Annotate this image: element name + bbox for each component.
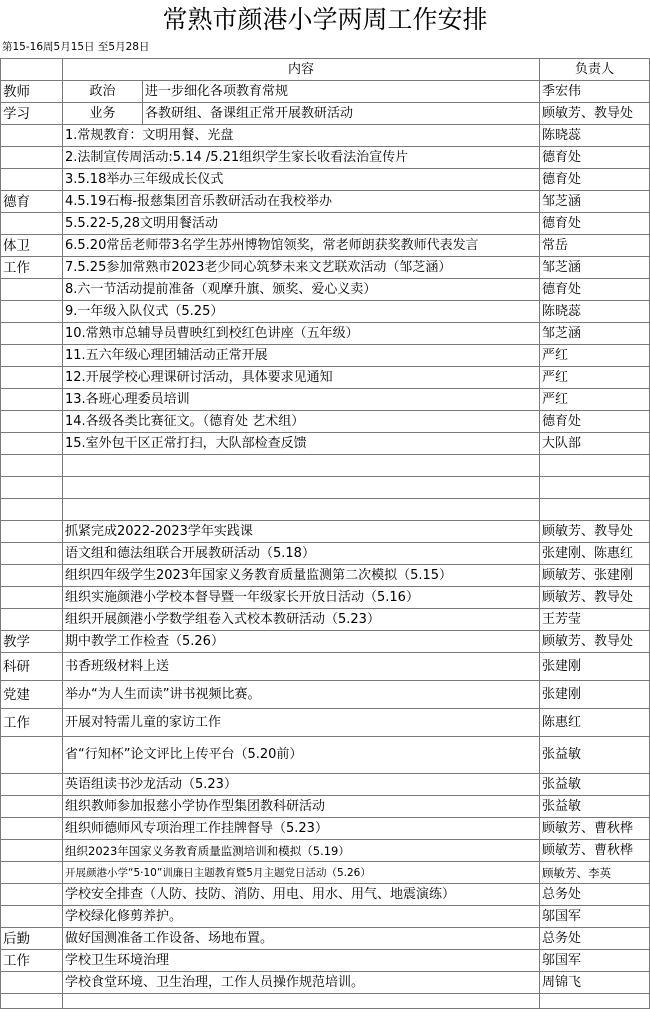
task-content: 组织师德师风专项治理工作挂牌督导（5.23） bbox=[63, 818, 540, 840]
table-row bbox=[1, 950, 650, 972]
header-content: 内容 bbox=[63, 59, 540, 81]
table-row bbox=[1, 345, 650, 367]
task-content: 书香班级材料上送 bbox=[63, 653, 540, 681]
table-row bbox=[1, 125, 650, 147]
table-row bbox=[1, 796, 650, 818]
task-owner: 德育处 bbox=[540, 213, 650, 235]
task-content: 15.室外包干区正常打扫，大队部检查反馈 bbox=[63, 433, 540, 455]
task-content: 组织四年级学生2023年国家义务教育质量监测第二次模拟（5.15） bbox=[63, 565, 540, 587]
task-content: 各教研组、备课组正常开展教研活动 bbox=[143, 103, 540, 125]
task-content: 学校安全排查（人防、技防、消防、用电、用水、用气、地震演练） bbox=[63, 884, 540, 906]
task-owner: 张益敏 bbox=[540, 796, 650, 818]
task-owner: 总务处 bbox=[540, 884, 650, 906]
table-row bbox=[1, 709, 650, 737]
task-content: 开展颜港小学“5·10”训廉日主题教育暨5月主题党日活动（5.26） bbox=[63, 862, 540, 884]
table-row bbox=[1, 840, 650, 862]
task-owner: 王芳莹 bbox=[540, 609, 650, 631]
table-row bbox=[1, 147, 650, 169]
category-label: 工作 bbox=[1, 709, 63, 737]
table-row bbox=[1, 191, 650, 213]
category-label: 后勤 bbox=[1, 928, 63, 950]
category-label: 科研 bbox=[1, 653, 63, 681]
table-row bbox=[1, 389, 650, 411]
task-owner: 周锦飞 bbox=[540, 972, 650, 994]
task-content: 9.一年级入队仪式（5.25） bbox=[63, 301, 540, 323]
task-owner: 德育处 bbox=[540, 169, 650, 191]
task-owner: 季宏伟 bbox=[540, 81, 650, 103]
task-owner: 顾敏芳、教导处 bbox=[540, 631, 650, 653]
task-owner: 邹芝涵 bbox=[540, 323, 650, 345]
task-content: 3.5.18举办三年级成长仪式 bbox=[63, 169, 540, 191]
task-content: 期中教学工作检查（5.26） bbox=[63, 631, 540, 653]
task-owner: 顾敏芳、李英 bbox=[540, 862, 650, 884]
table-row bbox=[1, 257, 650, 279]
task-owner: 常岳 bbox=[540, 235, 650, 257]
task-content: 进一步细化各项教育常规 bbox=[143, 81, 540, 103]
table-row bbox=[1, 521, 650, 543]
table-row bbox=[1, 631, 650, 653]
table-row bbox=[1, 103, 650, 125]
task-owner: 顾敏芳、教导处 bbox=[540, 103, 650, 125]
empty-row bbox=[1, 455, 650, 477]
task-owner: 严红 bbox=[540, 389, 650, 411]
sub-category: 业务 bbox=[63, 103, 143, 125]
table-row bbox=[1, 609, 650, 631]
task-owner: 顾敏芳、曹秋桦 bbox=[540, 840, 650, 862]
table-row bbox=[1, 737, 650, 774]
table-row bbox=[1, 587, 650, 609]
task-content: 做好国测准备工作设备、场地布置。 bbox=[63, 928, 540, 950]
task-owner: 德育处 bbox=[540, 279, 650, 301]
table-row bbox=[1, 411, 650, 433]
task-owner: 陈晓蕊 bbox=[540, 301, 650, 323]
task-owner: 总务处 bbox=[540, 928, 650, 950]
task-content: 7.5.25参加常熟市2023老少同心筑梦未来文艺联欢活动（邹芝涵） bbox=[63, 257, 540, 279]
task-owner: 邹芝涵 bbox=[540, 257, 650, 279]
task-content: 1.常规教育：文明用餐、光盘 bbox=[63, 125, 540, 147]
task-content: 4.5.19石梅-报慈集团音乐教研活动在我校举办 bbox=[63, 191, 540, 213]
task-content: 组织开展颜港小学数学组卷入式校本教研活动（5.23） bbox=[63, 609, 540, 631]
task-content: 8.六一节活动提前准备（观摩升旗、颁奖、爱心义卖） bbox=[63, 279, 540, 301]
task-owner: 陈惠红 bbox=[540, 709, 650, 737]
table-row bbox=[1, 653, 650, 681]
task-owner: 严红 bbox=[540, 345, 650, 367]
table-row bbox=[1, 301, 650, 323]
empty-row bbox=[1, 477, 650, 499]
category-label: 党建 bbox=[1, 681, 63, 709]
task-owner: 德育处 bbox=[540, 147, 650, 169]
category-label: 工作 bbox=[1, 257, 63, 279]
task-content: 举办“为人生而读”讲书视频比赛。 bbox=[63, 681, 540, 709]
task-content: 学校食堂环境、卫生治理，工作人员操作规范培训。 bbox=[63, 972, 540, 994]
category-label: 德育 bbox=[1, 191, 63, 213]
table-row bbox=[1, 972, 650, 994]
task-owner: 张建刚 bbox=[540, 653, 650, 681]
task-content: 语文组和德法组联合开展教研活动（5.18） bbox=[63, 543, 540, 565]
page-title: 常熟市颜港小学两周工作安排 bbox=[162, 5, 488, 34]
header-owner: 负责人 bbox=[540, 59, 650, 81]
task-owner: 张建刚、陈惠红 bbox=[540, 543, 650, 565]
table-row bbox=[1, 433, 650, 455]
task-owner: 邬国军 bbox=[540, 950, 650, 972]
table-row bbox=[1, 367, 650, 389]
task-owner: 顾敏芳、张建刚 bbox=[540, 565, 650, 587]
task-content: 开展对特需儿童的家访工作 bbox=[63, 709, 540, 737]
task-owner: 顾敏芳、教导处 bbox=[540, 587, 650, 609]
task-content: 2.法制宣传周活动:5.14 /5.21组织学生家长收看法治宣传片 bbox=[63, 147, 540, 169]
table-row bbox=[1, 323, 650, 345]
task-owner: 张益敏 bbox=[540, 737, 650, 774]
table-row bbox=[1, 169, 650, 191]
table-row bbox=[1, 862, 650, 884]
task-owner: 顾敏芳、教导处 bbox=[540, 521, 650, 543]
category-label: 工作 bbox=[1, 950, 63, 972]
empty-row bbox=[1, 994, 650, 1009]
task-content: 12.开展学校心理课研讨活动，具体要求见通知 bbox=[63, 367, 540, 389]
task-owner: 顾敏芳、曹秋桦 bbox=[540, 818, 650, 840]
category-label: 学习 bbox=[1, 103, 63, 125]
category-label: 体卫 bbox=[1, 235, 63, 257]
table-row bbox=[1, 81, 650, 103]
category-label: 教师 bbox=[1, 81, 63, 103]
table-row bbox=[1, 279, 650, 301]
task-content: 学校绿化修剪养护。 bbox=[63, 906, 540, 928]
table-row bbox=[1, 543, 650, 565]
table-row bbox=[1, 774, 650, 796]
table-row bbox=[1, 565, 650, 587]
date-range: 第15-16周5月15日 至5月28日 bbox=[2, 41, 150, 53]
table-row bbox=[1, 818, 650, 840]
empty-row bbox=[1, 499, 650, 521]
table-row bbox=[1, 681, 650, 709]
task-owner: 严红 bbox=[540, 367, 650, 389]
sub-category: 政治 bbox=[63, 81, 143, 103]
table-row bbox=[1, 213, 650, 235]
task-owner: 张建刚 bbox=[540, 681, 650, 709]
task-content: 组织2023年国家义务教育质量监测培训和模拟（5.19） bbox=[63, 840, 540, 862]
task-content: 抓紧完成2022-2023学年实践课 bbox=[63, 521, 540, 543]
task-content: 组织教师参加报慈小学协作型集团教科研活动 bbox=[63, 796, 540, 818]
task-content: 14.各级各类比赛征文。（德育处 艺术组） bbox=[63, 411, 540, 433]
task-content: 10.常熟市总辅导员曹映红到校红色讲座（五年级） bbox=[63, 323, 540, 345]
task-owner: 德育处 bbox=[540, 411, 650, 433]
task-content: 5.5.22-5,28文明用餐活动 bbox=[63, 213, 540, 235]
task-content: 11.五六年级心理团辅活动正常开展 bbox=[63, 345, 540, 367]
table-row bbox=[1, 928, 650, 950]
task-owner: 邹芝涵 bbox=[540, 191, 650, 213]
task-owner: 张益敏 bbox=[540, 774, 650, 796]
table-row bbox=[1, 884, 650, 906]
schedule-table bbox=[0, 58, 650, 1009]
task-content: 省“行知杯”论文评比上传平台（5.20前） bbox=[63, 737, 540, 774]
task-owner: 大队部 bbox=[540, 433, 650, 455]
table-header bbox=[1, 59, 650, 81]
category-label: 教学 bbox=[1, 631, 63, 653]
task-owner: 陈晓蕊 bbox=[540, 125, 650, 147]
task-content: 6.5.20常岳老师带3名学生苏州博物馆领奖，常老师朗获奖教师代表发言 bbox=[63, 235, 540, 257]
task-content: 英语组读书沙龙活动（5.23） bbox=[63, 774, 540, 796]
task-content: 13.各班心理委员培训 bbox=[63, 389, 540, 411]
task-content: 学校卫生环境治理 bbox=[63, 950, 540, 972]
table-row bbox=[1, 906, 650, 928]
task-content: 组织实施颜港小学校本督导暨一年级家长开放日活动（5.16） bbox=[63, 587, 540, 609]
task-owner: 邬国军 bbox=[540, 906, 650, 928]
table-row bbox=[1, 235, 650, 257]
